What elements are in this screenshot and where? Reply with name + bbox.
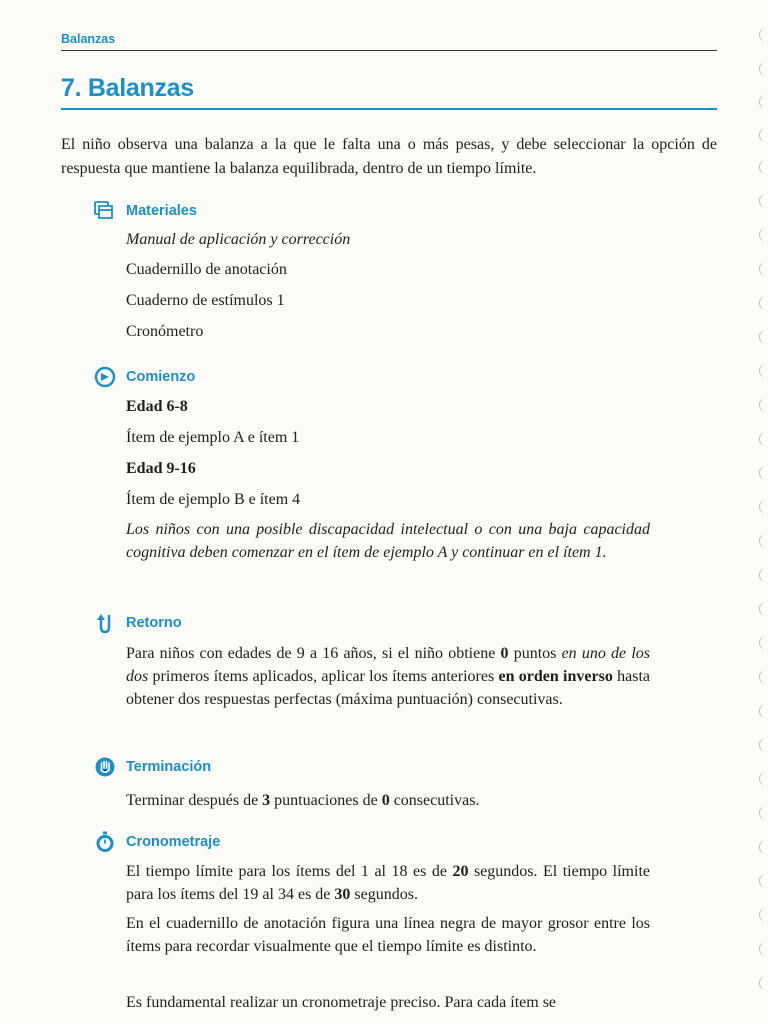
edge-mark bbox=[759, 874, 766, 888]
section-title: Terminación bbox=[126, 759, 212, 775]
edge-mark bbox=[759, 602, 766, 616]
edge-mark bbox=[759, 806, 766, 820]
twenty-value: 20 bbox=[452, 863, 469, 880]
edge-mark bbox=[759, 262, 766, 276]
text-run: El tiempo límite para los ítems del 1 al 18 es de bbox=[126, 863, 453, 880]
edge-mark bbox=[759, 95, 766, 109]
age-start-item: Ítem de ejemplo B e ítem 4 bbox=[126, 491, 301, 508]
section-header bbox=[93, 366, 493, 388]
material-item: Cuaderno de estímulos 1 bbox=[126, 292, 285, 309]
section-header bbox=[93, 200, 493, 222]
discontinue-paragraph bbox=[126, 789, 650, 812]
timing-paragraph: Es fundamental realizar un cronometraje preciso. Para cada ítem se bbox=[126, 994, 557, 1011]
section-header bbox=[93, 612, 493, 634]
text-run: puntuaciones de bbox=[270, 792, 382, 809]
edge-mark bbox=[759, 772, 766, 786]
edge-mark bbox=[759, 128, 766, 142]
text-run: segundos. bbox=[350, 886, 418, 903]
edge-mark bbox=[759, 738, 766, 752]
edge-mark bbox=[759, 534, 766, 548]
thirty-value: 30 bbox=[334, 886, 351, 903]
start-note: Los niños con una posible discapacidad intelectual o con una baja capacidad cognitiva deben comenzar en el ítem de ejemplo A y continuar en el ítem 1. bbox=[126, 521, 650, 561]
section-header bbox=[93, 831, 493, 853]
zero-value: 0 bbox=[381, 792, 390, 809]
text-run: consecutivas. bbox=[389, 792, 480, 809]
text-run: primeros ítems aplicados, aplicar los ítems anteriores bbox=[148, 668, 499, 685]
text-run: Terminar después de bbox=[126, 792, 263, 809]
age-label: Edad 9-16 bbox=[126, 460, 196, 477]
edge-mark bbox=[759, 228, 766, 242]
section-header bbox=[93, 756, 493, 778]
zero-value: 0 bbox=[500, 645, 509, 662]
timing-paragraph bbox=[126, 860, 650, 906]
section-title: Materiales bbox=[126, 203, 197, 219]
section-title: Cronometraje bbox=[126, 834, 221, 850]
timing-paragraph: En el cuadernillo de anotación figura una línea negra de mayor grosor entre los ítems para recordar visualmente que el tiempo límite es distinto. bbox=[126, 915, 650, 955]
edge-mark bbox=[759, 432, 766, 446]
start-arrow-icon bbox=[93, 366, 117, 388]
intro-paragraph: El niño observa una balanza a la que le falta una o más pesas, y debe seleccionar la opción de respuesta que mantiene la balanza equilibrada, dentro de un tiempo límite. bbox=[61, 136, 717, 177]
edge-mark bbox=[759, 296, 766, 310]
edge-mark bbox=[759, 62, 766, 76]
edge-mark bbox=[759, 704, 766, 718]
italic-run: en uno de los dos bbox=[126, 645, 651, 685]
three-value: 3 bbox=[262, 792, 271, 809]
edge-mark bbox=[759, 330, 766, 344]
running-head: Balanzas bbox=[61, 32, 717, 51]
material-item: Cuadernillo de anotación bbox=[126, 261, 287, 278]
bold-run: en orden inverso bbox=[498, 668, 613, 685]
edge-mark bbox=[759, 568, 766, 582]
text-run: Para niños con edades de 9 a 16 años, si el niño obtiene bbox=[126, 645, 501, 662]
edge-mark bbox=[759, 670, 766, 684]
age-label: Edad 6-8 bbox=[126, 398, 188, 415]
stopwatch-icon bbox=[93, 831, 117, 853]
text-run: puntos bbox=[508, 645, 562, 662]
material-item: Cronómetro bbox=[126, 323, 204, 340]
edge-mark bbox=[759, 398, 766, 412]
section-title: Comienzo bbox=[126, 369, 196, 385]
edge-mark bbox=[759, 28, 766, 42]
material-item: Manual de aplicación y corrección bbox=[126, 231, 351, 248]
edge-mark bbox=[759, 840, 766, 854]
edge-mark bbox=[759, 160, 766, 174]
edge-mark bbox=[759, 466, 766, 480]
section-title: Retorno bbox=[126, 615, 182, 631]
edge-mark bbox=[759, 636, 766, 650]
stop-hand-icon bbox=[93, 756, 117, 778]
u-turn-arrow-icon bbox=[93, 612, 117, 634]
edge-mark bbox=[759, 908, 766, 922]
text-run: segundos. El tiempo límite para los ítems del 19 al 34 es de bbox=[126, 863, 650, 903]
reversal-paragraph bbox=[126, 642, 650, 711]
text-run: hasta obtener dos respuestas perfectas (máxima puntuación) consecutivas. bbox=[126, 668, 650, 708]
edge-mark bbox=[759, 976, 766, 990]
edge-mark bbox=[759, 194, 766, 208]
age-start-item: Ítem de ejemplo A e ítem 1 bbox=[126, 429, 300, 446]
edge-mark bbox=[759, 942, 766, 956]
stacked-booklets-icon bbox=[93, 200, 117, 222]
edge-mark bbox=[759, 500, 766, 514]
chapter-title: 7. Balanzas bbox=[61, 72, 717, 110]
edge-mark bbox=[759, 364, 766, 378]
